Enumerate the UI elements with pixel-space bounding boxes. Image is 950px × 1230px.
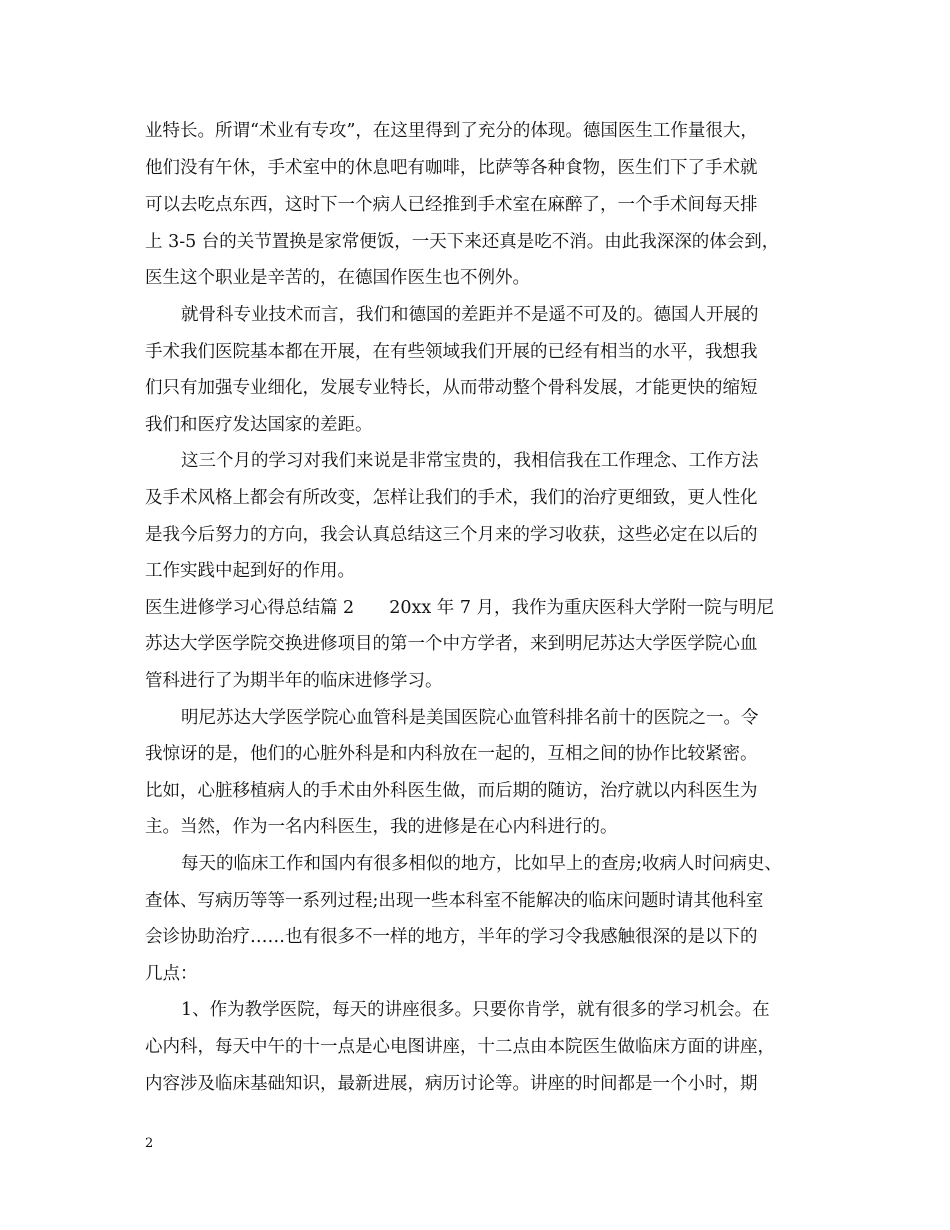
text-line: 是我今后努力的方向，我会认真总结这三个月来的学习收获，这些必定在以后的	[145, 525, 758, 545]
text-line: 们只有加强专业细化，发展专业特长，从而带动整个骨科发展，才能更快的缩短	[145, 378, 758, 398]
text-line: 比如，心脏移植病人的手术由外科医生做，而后期的随访，治疗就以内科医生为	[145, 781, 758, 801]
text-line: 苏达大学医学院交换进修项目的第一个中方学者，来到明尼苏达大学医学院心血	[145, 634, 758, 654]
text-line: 几点：	[145, 964, 198, 984]
text-line: 手术我们医院基本都在开展，在有些领域我们开展的已经有相当的水平，我想我	[145, 342, 758, 362]
text-line: 及手术风格上都会有所改变，怎样让我们的手术，我们的治疗更细致，更人性化	[145, 488, 758, 508]
text-line: 管科进行了为期半年的临床进修学习。	[145, 671, 443, 691]
paragraph-first-line: 每天的临床工作和国内有很多相似的地方，比如早上的查房;收病人时问病史、	[181, 854, 782, 874]
text-line: 我惊讶的是，他们的心脏外科是和内科放在一起的，互相之间的协作比较紧密。	[145, 744, 758, 764]
text-line: 我们和医疗发达国家的差距。	[145, 415, 373, 435]
section-heading-line: 医生进修学习心得总结篇 2 20xx 年 7 月，我作为重庆医科大学附一院与明尼	[145, 598, 775, 618]
text-line: 他们没有午休，手术室中的休息吧有咖啡，比萨等各种食物，医生们下了手术就	[145, 158, 758, 178]
paragraph-first-line: 就骨科专业技术而言，我们和德国的差距并不是遥不可及的。德国人开展的	[181, 305, 759, 325]
text-line: 会诊协助治疗……也有很多不一样的地方，半年的学习令我感触很深的是以下的	[145, 927, 758, 947]
text-line: 主。当然，作为一名内科医生，我的进修是在心内科进行的。	[145, 817, 618, 837]
text-line: 心内科，每天中午的十一点是心电图讲座，十二点由本院医生做临床方面的讲座，	[145, 1037, 775, 1057]
paragraph-first-line: 这三个月的学习对我们来说是非常宝贵的，我相信我在工作理念、工作方法	[181, 451, 759, 471]
text-line: 可以去吃点东西，这时下一个病人已经推到手术室在麻醉了，一个手术间每天排	[145, 195, 758, 215]
paragraph-first-line: 明尼苏达大学医学院心血管科是美国医院心血管科排名前十的医院之一。令	[181, 708, 759, 728]
text-line: 工作实践中起到好的作用。	[145, 561, 355, 581]
text-line: 医生这个职业是辛苦的，在德国作医生也不例外。	[145, 268, 530, 288]
page-number: 2	[145, 1136, 154, 1151]
text-line: 查体、写病历等等一系列过程;出现一些本科室不能解决的临床问题时请其他科室	[145, 891, 764, 911]
text-line: 内容涉及临床基础知识，最新进展，病历讨论等。讲座的时间都是一个小时，期	[145, 1074, 758, 1094]
text-line: 业特长。所谓“术业有专攻”，在这里得到了充分的体现。德国医生工作量很大，	[145, 121, 758, 141]
text-line: 上 3-5 台的关节置换是家常便饭，一天下来还真是吃不消。由此我深深的体会到，	[145, 232, 780, 252]
paragraph-first-line: 1、作为教学医院，每天的讲座很多。只要你肯学，就有很多的学习机会。在	[181, 1000, 770, 1020]
